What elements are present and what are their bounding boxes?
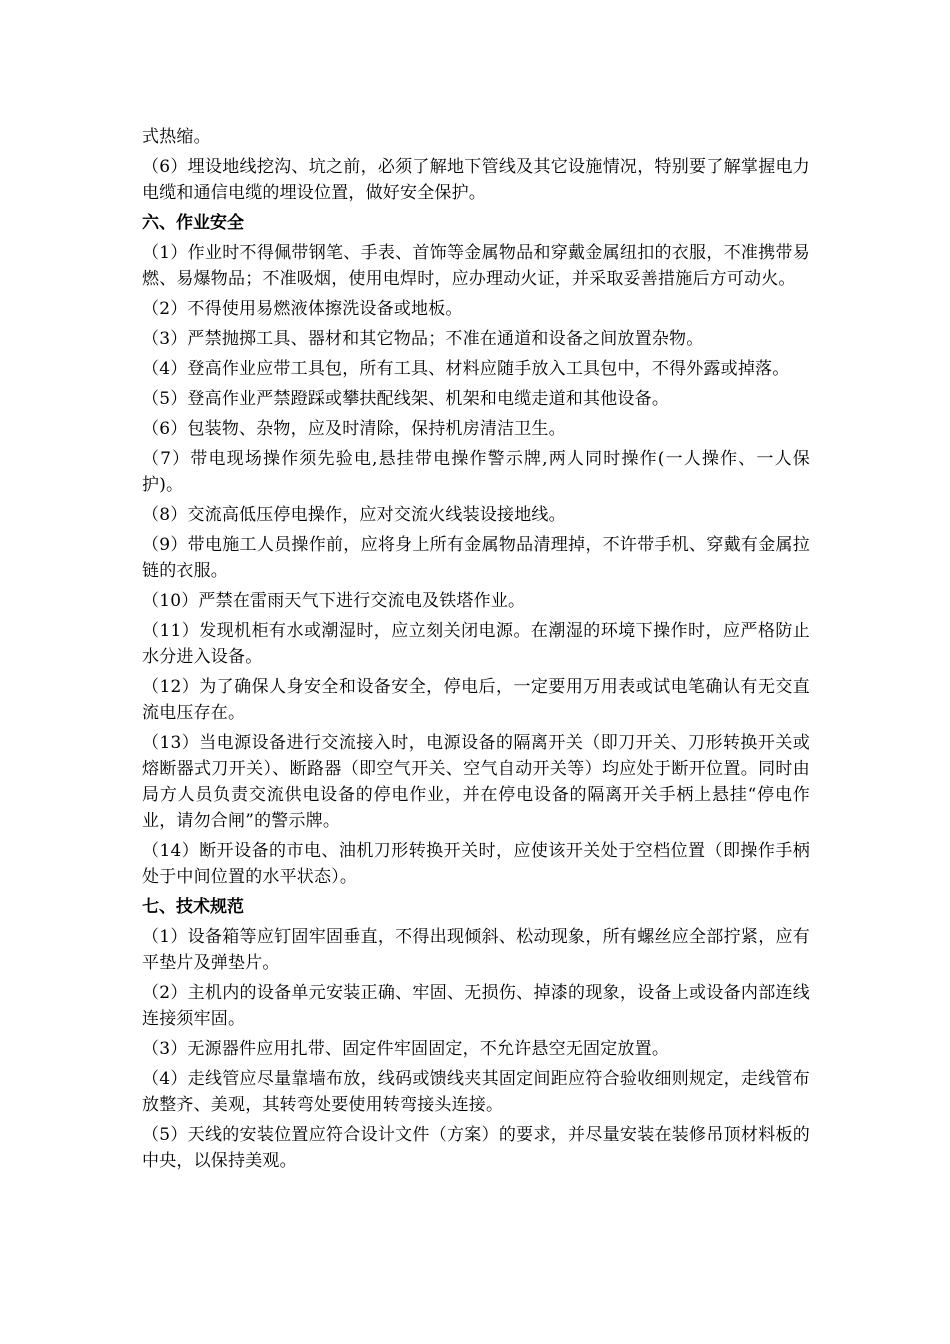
paragraph: （9）带电施工人员操作前，应将身上所有金属物品清理掉，不许带手机、穿戴有金属拉链的衣服。 [142, 535, 810, 581]
paragraph: （12）为了确保人身安全和设备安全，停电后，一定要用万用表或试电笔确认有无交直流电压存在。 [142, 677, 810, 723]
paragraph: （2）主机内的设备单元安装正确、牢固、无损伤、掉漆的现象，设备上或设备内部连线连接须牢固。 [142, 983, 810, 1029]
paragraph: （1）设备箱等应钉固牢固垂直，不得出现倾斜、松动现象，所有螺丝应全部拧紧，应有平垫片及弹垫片。 [142, 927, 810, 973]
paragraph: （5）登高作业严禁蹬踩或攀扶配线架、机架和电缆走道和其他设备。 [142, 389, 670, 409]
section-heading: 七、技术规范 [142, 897, 244, 917]
paragraph: （11）发现机柜有水或潮湿时，应立刻关闭电源。在潮湿的环境下操作时，应严格防止水分进入设备。 [142, 621, 810, 667]
document-page [142, 124, 810, 1178]
paragraph: （1）作业时不得佩带钢笔、手表、首饰等金属物品和穿戴金属纽扣的衣服，不准携带易燃、易爆物品；不准吸烟，使用电焊时，应办理动火证，并采取妥善措施后方可动火。 [142, 243, 810, 289]
paragraph: （7）带电现场操作须先验电,悬挂带电操作警示牌,两人同时操作(一人操作、一人保护)。 [142, 449, 810, 495]
paragraph: （3）严禁抛掷工具、器材和其它物品；不准在通道和设备之间放置杂物。 [142, 329, 704, 349]
paragraph: （10）严禁在雷雨天气下进行交流电及铁塔作业。 [142, 591, 526, 611]
paragraph: （5）天线的安装位置应符合设计文件（方案）的要求，并尽量安装在装修吊顶材料板的中央，以保持美观。 [142, 1125, 810, 1171]
paragraph: （6）包装物、杂物，应及时清除，保持机房清洁卫生。 [142, 419, 566, 439]
section-heading: 六、作业安全 [142, 213, 244, 233]
paragraph: （6）埋设地线挖沟、坑之前，必须了解地下管线及其它设施情况，特别要了解掌握电力电缆和通信电缆的埋设位置，做好安全保护。 [142, 157, 810, 203]
paragraph: （3）无源器件应用扎带、固定件牢固固定，不允许悬空无固定放置。 [142, 1039, 670, 1059]
paragraph: 式热缩。 [142, 127, 211, 147]
paragraph: （4）登高作业应带工具包，所有工具、材料应随手放入工具包中，不得外露或掉落。 [142, 359, 790, 379]
paragraph: （14）断开设备的市电、油机刀形转换开关时，应使该开关处于空档位置（即操作手柄处于中间位置的水平状态）。 [142, 841, 810, 887]
paragraph: （13）当电源设备进行交流接入时，电源设备的隔离开关（即刀开关、刀形转换开关或熔断器式刀开关）、断路器（即空气开关、空气自动开关等）均应处于断开位置。同时由局方人员负责交流供电设备的停电作业，并在停电设备的隔离开关手柄上悬挂“停电作业，请勿合闸”的警示牌。 [142, 733, 810, 831]
paragraph: （2）不得使用易燃液体擦洗设备或地板。 [142, 299, 463, 319]
paragraph: （8）交流高低压停电操作，应对交流火线装设接地线。 [142, 505, 566, 525]
paragraph: （4）走线管应尽量靠墙布放，线码或馈线夹其固定间距应符合验收细则规定，走线管布放整齐、美观，其转弯处要使用转弯接头连接。 [142, 1069, 810, 1115]
